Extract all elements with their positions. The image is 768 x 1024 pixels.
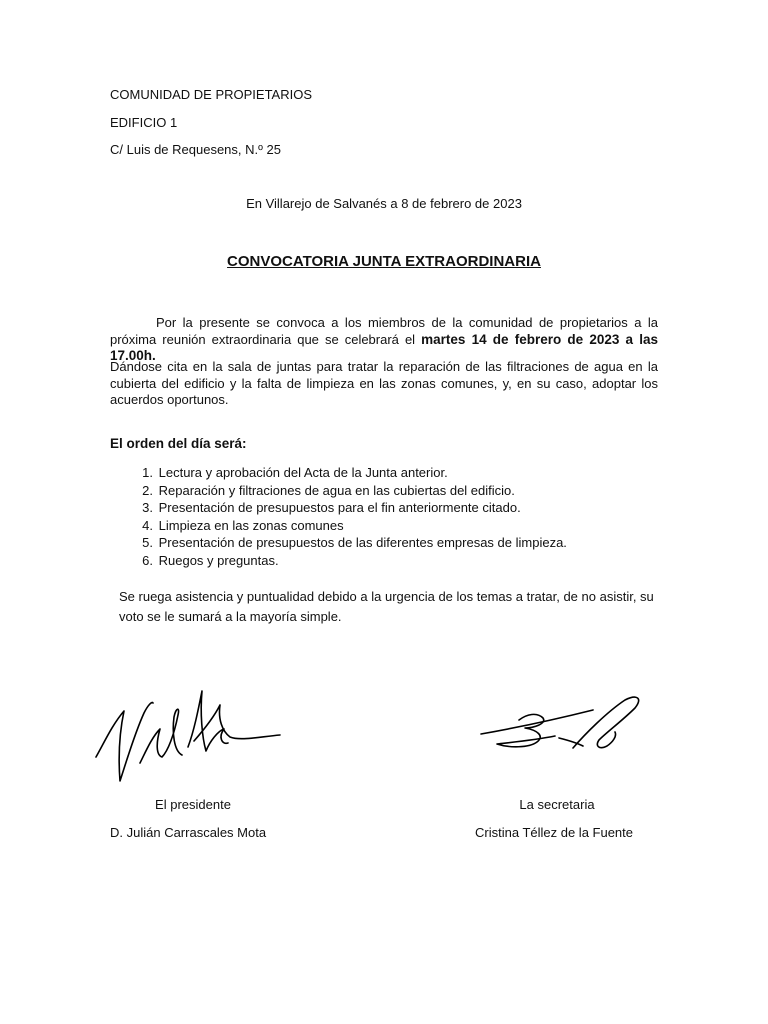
item-number: 6. (142, 552, 153, 568)
item-number: 3. (142, 500, 153, 515)
secretary-role: La secretaria (519, 797, 595, 812)
document-title: CONVOCATORIA JUNTA EXTRAORDINARIA (227, 253, 541, 270)
header-community: COMUNIDAD DE PROPIETARIOS (110, 87, 313, 102)
item-text: Lectura y aprobación del Acta de la Junta anterior. (158, 465, 448, 480)
item-text: Reparación y filtraciones de agua en las cubiertas del edificio. (158, 482, 515, 498)
date-line: En Villarejo de Salvanés a 8 de febrero de 2023 (246, 196, 522, 211)
agenda-list (110, 464, 567, 569)
item-text: Presentación de presupuestos de las diferentes empresas de limpieza. (158, 535, 567, 550)
list-item (110, 464, 567, 482)
item-number: 2. (142, 482, 153, 498)
closing-paragraph: Se ruega asistencia y puntualidad debido a la urgencia de los temas a tratar, de no asistir, su voto se le sumará a la mayoría simple. (119, 589, 654, 624)
item-text: Ruegos y preguntas. (158, 552, 279, 568)
meeting-date-time: martes 14 de febrero de 2023 a las 17.00h. (110, 331, 658, 363)
convocation-paragraph (110, 315, 658, 365)
secretary-name: Cristina Téllez de la Fuente (475, 825, 634, 840)
agenda-heading: El orden del día será: (110, 436, 247, 451)
header-building: EDIFICIO 1 (110, 115, 178, 130)
convocation-text: Por la presente se convoca a los miembros de la comunidad de propietarios a la próxima reunión extraordinaria que se celebrará el (110, 315, 658, 347)
list-item (110, 552, 567, 570)
item-number: 5. (142, 535, 153, 550)
purpose-paragraph: Dándose cita en la sala de juntas para tratar la reparación de las filtraciones de agua en la cubierta del edificio y la falta de limpieza en las zonas comunes, y, en su caso, adoptar los acuerdos oportunos. (110, 359, 658, 407)
list-item (110, 482, 567, 500)
item-number: 4. (142, 517, 153, 533)
item-text: Limpieza en las zonas comunes (158, 517, 344, 533)
president-name: D. Julián Carrascales Mota (110, 825, 267, 840)
secretary-signature-image (475, 690, 665, 760)
header-address: C/ Luis de Requesens, N.º 25 (110, 142, 281, 157)
item-text: Presentación de presupuestos para el fin anteriormente citado. (158, 500, 521, 515)
item-number: 1. (142, 465, 153, 480)
list-item (110, 499, 567, 517)
list-item (110, 517, 567, 535)
list-item (110, 534, 567, 552)
president-role: El presidente (155, 797, 231, 812)
president-signature-image (90, 685, 290, 790)
